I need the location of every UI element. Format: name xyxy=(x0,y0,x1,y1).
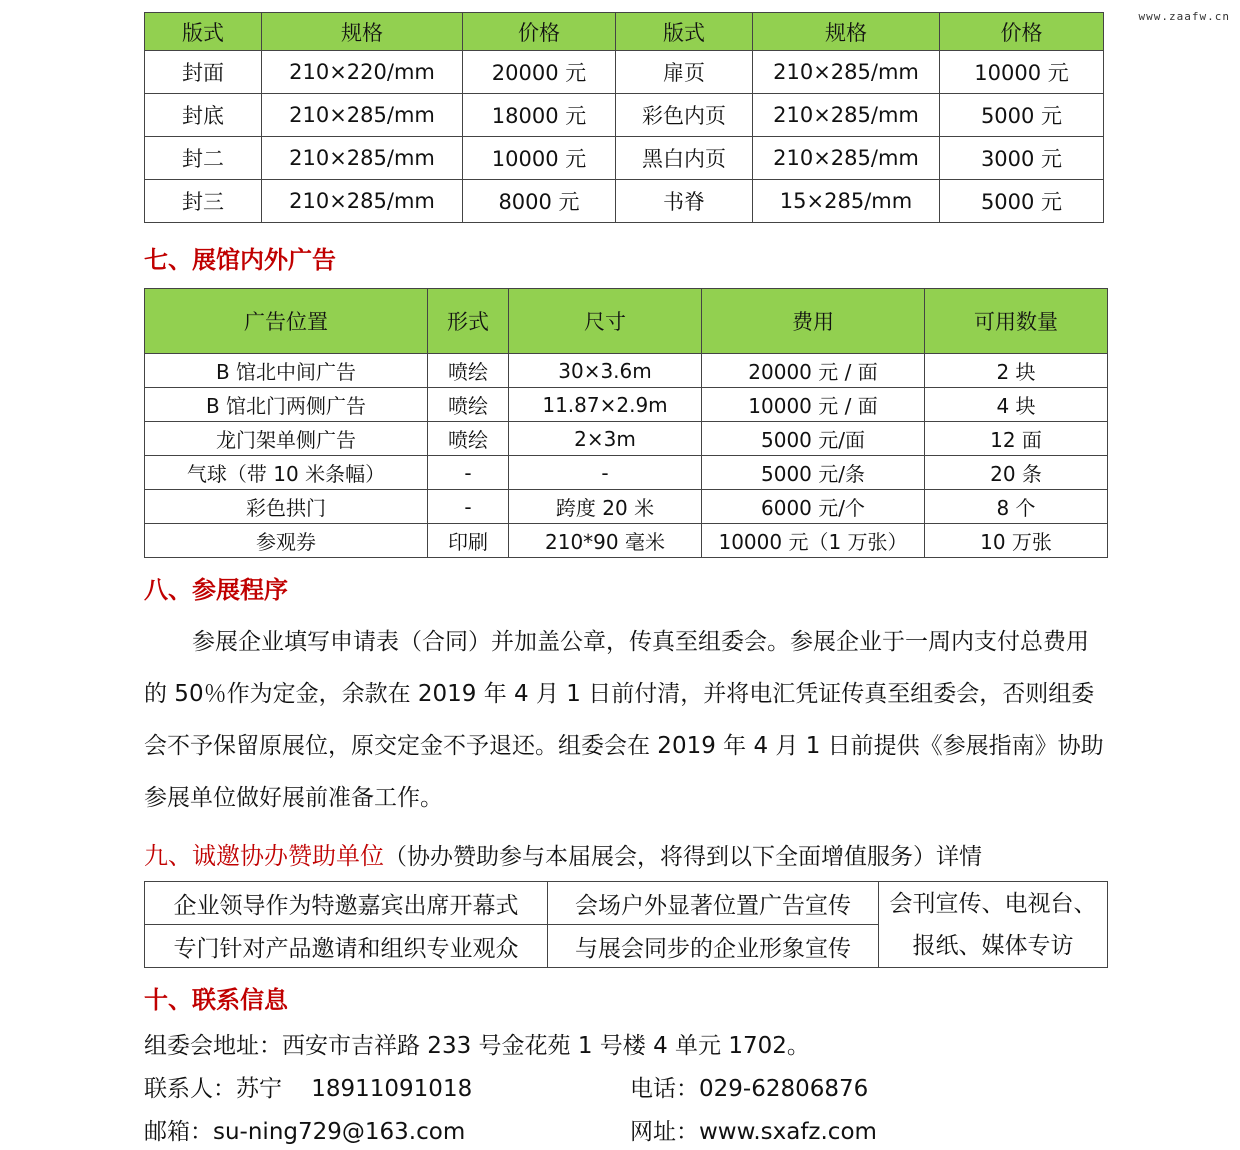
section-9-heading xyxy=(144,836,982,871)
table-cell: 书脊 xyxy=(616,180,753,223)
table-row xyxy=(145,456,1108,490)
section-9-title: 九、诚邀协办赞助单位 xyxy=(144,842,384,870)
table-cell: 封三 xyxy=(145,180,262,223)
table-cell: 210×285/mm xyxy=(753,51,940,94)
table-row xyxy=(145,490,1108,524)
table-cell: 210×285/mm xyxy=(262,180,463,223)
table-cell: 封面 xyxy=(145,51,262,94)
table-cell: 喷绘 xyxy=(428,388,509,422)
table-cell: 210*90 毫米 xyxy=(509,524,702,558)
table-cell: 2 块 xyxy=(925,354,1108,388)
table-cell: 参观券 xyxy=(145,524,428,558)
table-cell: 龙门架单侧广告 xyxy=(145,422,428,456)
table-cell: 5000 元 xyxy=(940,94,1104,137)
procedure-paragraph: 参展企业填写申请表（合同）并加盖公章，传真至组委会。参展企业于一周内支付总费用的 50％作为定金，余款在 2019 年 4 月 1 日前付清，并将电汇凭证传真至组委会，否则组委会不予保留原展位，原交定金不予退还。组委会在 2019 年 4 月 1 日前提供《参展指南》协助参展单位做好展前准备工作。 xyxy=(144,629,1104,811)
contact-person: 联系人：苏宁 18911091018 xyxy=(144,1076,473,1102)
table-cell: B 馆北中间广告 xyxy=(145,354,428,388)
table-row xyxy=(145,180,1104,223)
header-cell: 价格 xyxy=(940,13,1104,51)
table-row xyxy=(145,388,1108,422)
table-cell: 30×3.6m xyxy=(509,354,702,388)
table-cell: 3000 元 xyxy=(940,137,1104,180)
table-cell: 彩色拱门 xyxy=(145,490,428,524)
table-cell: 10000 元 xyxy=(463,137,616,180)
table-cell: 10000 元 / 面 xyxy=(702,388,925,422)
table-cell: 喷绘 xyxy=(428,422,509,456)
table-cell: 18000 元 xyxy=(463,94,616,137)
contact-address: 组委会地址：西安市吉祥路 233 号金花苑 1 号楼 4 单元 1702。 xyxy=(144,1033,810,1059)
table-cell: 8000 元 xyxy=(463,180,616,223)
section-10-title: 十、联系信息 xyxy=(144,985,288,1014)
table-cell: B 馆北门两侧广告 xyxy=(145,388,428,422)
table-cell: 会场户外显著位置广告宣传 xyxy=(548,882,879,925)
table-row xyxy=(145,524,1108,558)
table-cell: 210×285/mm xyxy=(262,137,463,180)
table-cell: 扉页 xyxy=(616,51,753,94)
header-cell: 版式 xyxy=(616,13,753,51)
table-cell: 彩色内页 xyxy=(616,94,753,137)
table-cell: 4 块 xyxy=(925,388,1108,422)
header-cell: 广告位置 xyxy=(145,289,428,354)
contact-email: 邮箱：su-ning729@163.com xyxy=(144,1119,466,1145)
table-cell: 5000 元/条 xyxy=(702,456,925,490)
header-cell: 可用数量 xyxy=(925,289,1108,354)
hall-ad-table xyxy=(144,288,1108,558)
table-cell: 210×285/mm xyxy=(753,137,940,180)
table-cell: 11.87×2.9m xyxy=(509,388,702,422)
table-header-row xyxy=(145,289,1108,354)
header-cell: 规格 xyxy=(753,13,940,51)
table-cell: 6000 元/个 xyxy=(702,490,925,524)
table-cell: 5000 元 xyxy=(940,180,1104,223)
table-cell: 封二 xyxy=(145,137,262,180)
table-cell: 210×285/mm xyxy=(753,94,940,137)
merged-cell-line: 报纸、媒体专访 xyxy=(912,932,1074,959)
table-cell: - xyxy=(428,490,509,524)
table-cell: 20 条 xyxy=(925,456,1108,490)
table-cell: 5000 元/面 xyxy=(702,422,925,456)
table-cell: 10000 元 xyxy=(940,51,1104,94)
sponsor-services-table xyxy=(144,881,1108,968)
table-cell: 15×285/mm xyxy=(753,180,940,223)
table-cell: 10000 元（1 万张） xyxy=(702,524,925,558)
table-cell: 气球（带 10 米条幅） xyxy=(145,456,428,490)
table-row xyxy=(145,354,1108,388)
table-row xyxy=(145,882,1108,925)
header-cell: 费用 xyxy=(702,289,925,354)
table-cell: 10 万张 xyxy=(925,524,1108,558)
table-row xyxy=(145,51,1104,94)
table-cell: 20000 元 xyxy=(463,51,616,94)
table-cell: - xyxy=(509,456,702,490)
section-8-title: 八、参展程序 xyxy=(144,575,288,604)
table-cell: 与展会同步的企业形象宣传 xyxy=(548,925,879,968)
header-cell: 价格 xyxy=(463,13,616,51)
header-cell: 版式 xyxy=(145,13,262,51)
section-7-title: 七、展馆内外广告 xyxy=(144,245,336,274)
section-9-subtitle: （协办赞助参与本届展会，将得到以下全面增值服务）详情 xyxy=(384,844,982,870)
table-cell: 8 个 xyxy=(925,490,1108,524)
table-cell: 喷绘 xyxy=(428,354,509,388)
table-row xyxy=(145,94,1104,137)
table-cell: 跨度 20 米 xyxy=(509,490,702,524)
table-row xyxy=(145,422,1108,456)
table-cell: 210×285/mm xyxy=(262,94,463,137)
table-cell: 专门针对产品邀请和组织专业观众 xyxy=(145,925,548,968)
table-cell: 210×220/mm xyxy=(262,51,463,94)
contact-phone: 电话：029-62806876 xyxy=(630,1076,869,1102)
table-cell: 2×3m xyxy=(509,422,702,456)
watermark-text: www.zaafw.cn xyxy=(1138,10,1230,23)
table-cell: 20000 元 / 面 xyxy=(702,354,925,388)
table-cell: 黑白内页 xyxy=(616,137,753,180)
table-cell: 12 面 xyxy=(925,422,1108,456)
contact-website: 网址：www.sxafz.com xyxy=(630,1119,877,1145)
table-cell-merged xyxy=(879,882,1108,968)
table-row xyxy=(145,137,1104,180)
table-header-row xyxy=(145,13,1104,51)
print-ad-table xyxy=(144,12,1104,223)
table-cell: - xyxy=(428,456,509,490)
table-cell: 印刷 xyxy=(428,524,509,558)
table-cell: 企业领导作为特邀嘉宾出席开幕式 xyxy=(145,882,548,925)
merged-cell-line: 会刊宣传、电视台、 xyxy=(889,890,1097,917)
header-cell: 规格 xyxy=(262,13,463,51)
table-cell: 封底 xyxy=(145,94,262,137)
header-cell: 尺寸 xyxy=(509,289,702,354)
header-cell: 形式 xyxy=(428,289,509,354)
